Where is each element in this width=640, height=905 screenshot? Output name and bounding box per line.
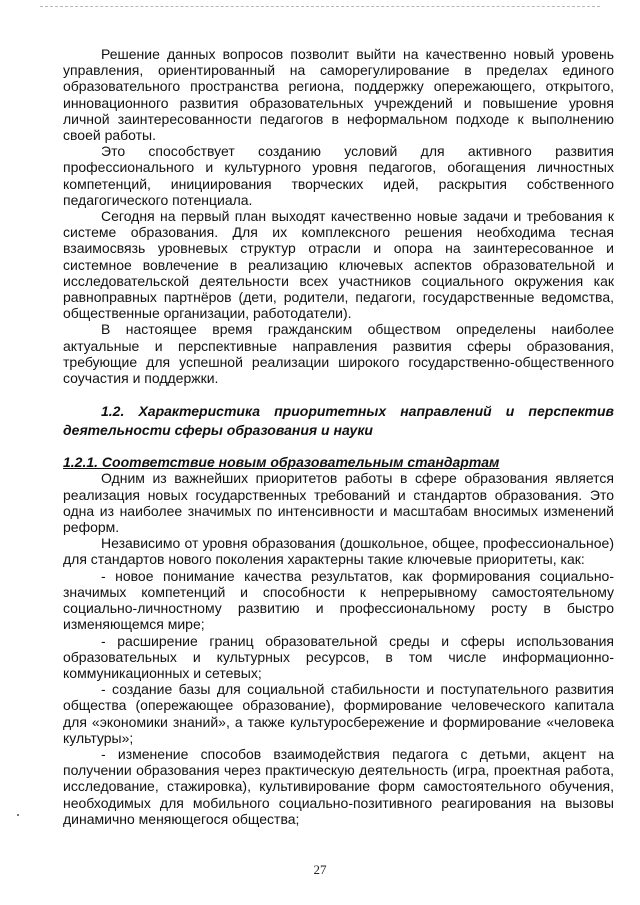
paragraph-conditions: Это способствует созданию условий для активного развития профессионального и культурного уровня педагогов, обогащения личностных компетенций, инициирования творческих идей, раскрытия собственного педагогического потенциала. — [63, 143, 614, 208]
paragraph-management-level: Решение данных вопросов позволит выйти на качественно новый уровень управления, ориентированный на саморегулирование в пределах единого образовательного пространства региона, поддержку опережающего, открытого, инновационного развития образовательных учреждений и повышение уровня личной заинтересованности педагогов в неформальном подходе к выполнению своей работы. — [63, 46, 614, 144]
section-heading: 1.2. Характеристика приоритетных направлений и перспектив деятельности сферы образования и науки — [63, 403, 614, 439]
list-item-environment: - расширение границ образовательной среды и сферы использования образовательных и культурных ресурсов, в том числе информационно-коммуникационных и сетевых; — [63, 632, 614, 681]
list-item-quality: - новое понимание качества результатов, как формирования социально-значимых компетенций и способности к непрерывному самостоятельному социально-личностному развитию и профессиональному росту в быстро изменяющемся мире; — [63, 567, 614, 633]
paragraph-new-tasks: Сегодня на первый план выходят качественно новые задачи и требования к системе образования. Для их комплексного решения необходима тесная взаимосвязь уровневых структур отрасли и опора на заинтересованное и системное вовлечение в реализацию ключевых аспектов образовательной и исследовательской деятельности всех участников социального окружения как равноправных партнёров (дети, родители, педагоги, государственные ведомства, общественные организации, работодатели). — [63, 208, 614, 322]
scan-top-edge — [40, 6, 600, 7]
paragraph-civil-society: В настоящее время гражданским обществом определены наиболее актуальные и перспективные направления развития сферы образования, требующие для успешной реализации широкого государственно-общественного соучастия и поддержки. — [63, 321, 614, 387]
list-item-interaction: - изменение способов взаимодействия педагога с детьми, акцент на получении образования через практическую деятельность (игра, проектная работа, исследование, стажировка), культивирование форм самостоятельного обучения, необходимых для мобильного социально-позитивного реагирования на вызовы динамично меняющегося общества; — [63, 745, 614, 827]
document-page — [63, 46, 614, 827]
scan-speck — [17, 814, 19, 816]
subsection-heading: 1.2.1. Соответствие новым образовательным стандартам — [63, 454, 500, 471]
page-number: 27 — [313, 862, 327, 877]
paragraph-standards: Независимо от уровня образования (дошкольное, общее, профессиональное) для стандартов нового поколения характерны такие ключевые приоритеты, как: — [63, 535, 614, 568]
list-item-stability: - создание базы для социальной стабильности и поступательного развития общества (опережающее образование), формирование человеческого капитала для «экономики знаний», а также культуросбережение и формирование «человека культуры»; — [63, 681, 614, 746]
paragraph-priorities: Одним из важнейших приоритетов работы в сфере образования является реализация новых государственных требований и стандартов образования. Это одна из наиболее значимых по интенсивности и масштабам вносимых изменений реформ. — [63, 470, 614, 536]
